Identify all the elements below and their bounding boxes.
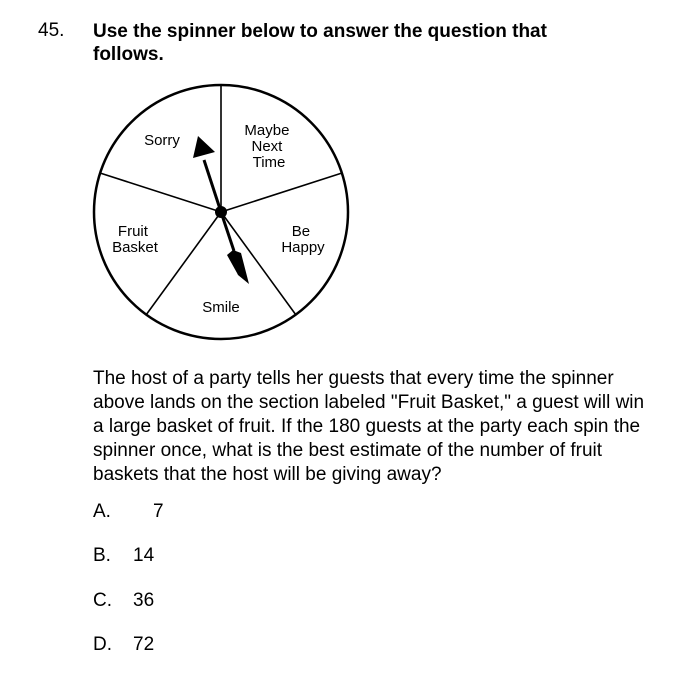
question-body: The host of a party tells her guests that every time the spinner above lands on the section labeled "Fruit Basket," a guest will win a large basket of fruit. If the 180 guests at the party each spin the spinner once, what is the best estimate of the number of fruit baskets that the host will be giving away? xyxy=(93,368,645,485)
section-label-sorry: Sorry xyxy=(144,132,180,149)
choice-value: 72 xyxy=(133,634,155,655)
choice-letter: C. xyxy=(93,590,112,611)
question-number: 45. xyxy=(38,20,65,41)
section-label-maybe-next-time: Maybe Next Time xyxy=(244,122,290,171)
question-heading: Use the spinner below to answer the question that follows. xyxy=(93,21,547,65)
choice-value: 14 xyxy=(133,545,155,566)
choice-letter: D. xyxy=(93,634,112,655)
choice-value: 7 xyxy=(153,501,164,522)
answer-choice-d[interactable] xyxy=(93,634,154,656)
choice-letter: B. xyxy=(93,545,111,566)
section-label-be-happy: Be Happy xyxy=(281,223,325,256)
answer-choice-c[interactable] xyxy=(93,590,154,612)
answer-choice-b[interactable] xyxy=(93,545,154,567)
section-label-smile: Smile xyxy=(202,299,240,316)
choice-value: 36 xyxy=(133,590,155,611)
answer-choice-a[interactable] xyxy=(93,501,164,523)
choice-letter: A. xyxy=(93,501,111,522)
section-label-fruit-basket: Fruit Basket xyxy=(112,223,158,256)
